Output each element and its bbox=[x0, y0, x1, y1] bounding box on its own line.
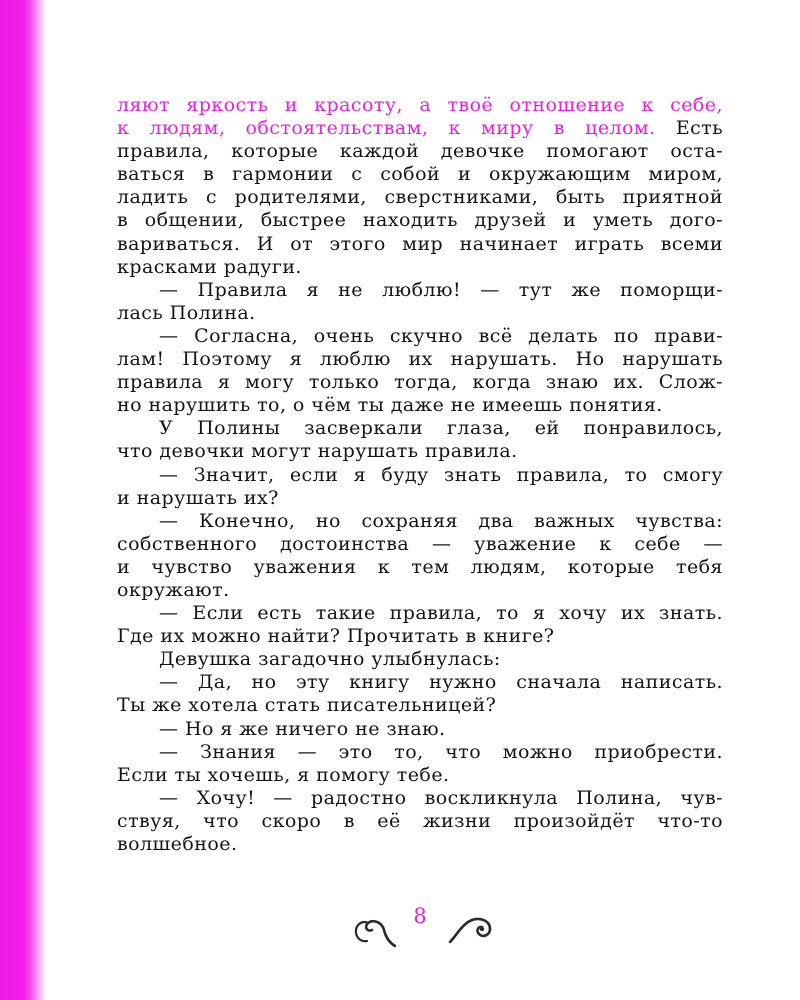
text-line bbox=[117, 209, 723, 232]
text-segment: ваться в гармонии с собой и окружающим миром, bbox=[117, 163, 723, 186]
text-segment: — Да, но эту книгу нужно сначала написать. bbox=[159, 671, 723, 694]
text-line bbox=[117, 533, 723, 556]
page-footer bbox=[340, 900, 500, 952]
text-segment: и чувство уважения к тем людям, которые тебя bbox=[117, 555, 723, 578]
text-line bbox=[117, 464, 723, 487]
text-line bbox=[117, 440, 723, 463]
text-line bbox=[117, 117, 723, 140]
text-segment: — Значит, если я буду знать правила, то смогу bbox=[159, 463, 723, 486]
text-line bbox=[117, 487, 723, 510]
text-line bbox=[117, 302, 723, 325]
text-segment: лам! Поэтому я люблю их нарушать. Но нарушать bbox=[117, 348, 723, 371]
text-line bbox=[117, 163, 723, 186]
text-segment: собственного достоинства — уважение к себе — bbox=[117, 532, 723, 555]
text-segment: в общении, быстрее находить друзей и уметь дого- bbox=[117, 209, 723, 232]
text-segment: ладить с родителями, сверстниками, быть приятной bbox=[117, 186, 723, 209]
swirl-ornament-icon bbox=[350, 908, 396, 948]
body-text bbox=[117, 94, 723, 856]
text-line bbox=[117, 648, 723, 671]
text-line bbox=[117, 279, 723, 302]
text-line bbox=[117, 625, 723, 648]
text-line bbox=[117, 718, 723, 741]
text-segment: вариваться. И от этого мир начинает играть всеми bbox=[117, 232, 723, 255]
text-segment: — Правила я не люблю! — тут же поморщи- bbox=[159, 278, 723, 301]
text-segment: Ты же хотела стать писательницей? bbox=[117, 694, 497, 717]
text-line bbox=[117, 787, 723, 810]
text-segment: и нарушать их? bbox=[117, 486, 279, 509]
text-segment: что девочки могут нарушать правила. bbox=[117, 440, 518, 463]
accent-text: ляют яркость и красоту, а твоё отношение к себе, bbox=[117, 94, 723, 116]
text-segment: правила, которые каждой девочке помогают оста- bbox=[117, 140, 723, 163]
text-line bbox=[117, 602, 723, 625]
text-segment: Девушка загадочно улыбнулась: bbox=[159, 648, 501, 671]
text-line bbox=[117, 510, 723, 533]
text-segment: — Хочу! — радостно воскликнула Полина, чув- bbox=[159, 786, 723, 809]
text-line bbox=[117, 579, 723, 602]
text-segment: лась Полина. bbox=[117, 301, 256, 324]
text-segment: Если ты хочешь, я помогу тебе. bbox=[117, 763, 450, 786]
text-line bbox=[117, 394, 723, 417]
text-line bbox=[117, 371, 723, 394]
text-segment: У Полины засверкали глаза, ей понравилось, bbox=[159, 417, 723, 440]
text-line bbox=[117, 833, 723, 856]
text-line bbox=[117, 810, 723, 833]
text-segment: волшебное. bbox=[117, 833, 238, 855]
text-segment: — Согласна, очень скучно всё делать по прави- bbox=[159, 324, 723, 347]
swirl-ornament-icon bbox=[448, 912, 496, 946]
text-line bbox=[117, 694, 723, 717]
page-edge-bar bbox=[0, 0, 46, 1000]
text-segment: ствуя, что скоро в её жизни произойдёт что-то bbox=[117, 809, 723, 832]
text-line bbox=[117, 140, 723, 163]
text-segment: — Конечно, но сохраняя два важных чувства: bbox=[159, 509, 723, 532]
text-line bbox=[117, 741, 723, 764]
text-segment: красками радуги. bbox=[117, 255, 302, 278]
text-line bbox=[117, 325, 723, 348]
text-line bbox=[117, 671, 723, 694]
text-line bbox=[117, 556, 723, 579]
text-segment: правила я могу только тогда, когда знаю их. Слож- bbox=[117, 371, 723, 394]
page-number: 8 bbox=[413, 904, 427, 928]
text-line bbox=[117, 94, 723, 117]
text-segment: — Знания — это то, что можно приобрести. bbox=[159, 740, 723, 763]
text-line bbox=[117, 348, 723, 371]
text-line bbox=[117, 256, 723, 279]
text-line bbox=[117, 417, 723, 440]
text-segment: Есть bbox=[655, 117, 723, 140]
accent-text: к людям, обстоятельствам, к миру в целом. bbox=[117, 117, 656, 140]
text-line bbox=[117, 233, 723, 256]
text-segment: но нарушить то, о чём ты даже не имеешь понятия. bbox=[117, 394, 663, 417]
text-segment: — Если есть такие правила, то я хочу их знать. bbox=[159, 602, 723, 625]
text-line bbox=[117, 764, 723, 787]
text-segment: Где их можно найти? Прочитать в книге? bbox=[117, 625, 555, 648]
text-segment: — Но я же ничего не знаю. bbox=[159, 717, 446, 740]
text-segment: окружают. bbox=[117, 578, 230, 601]
text-line bbox=[117, 186, 723, 209]
